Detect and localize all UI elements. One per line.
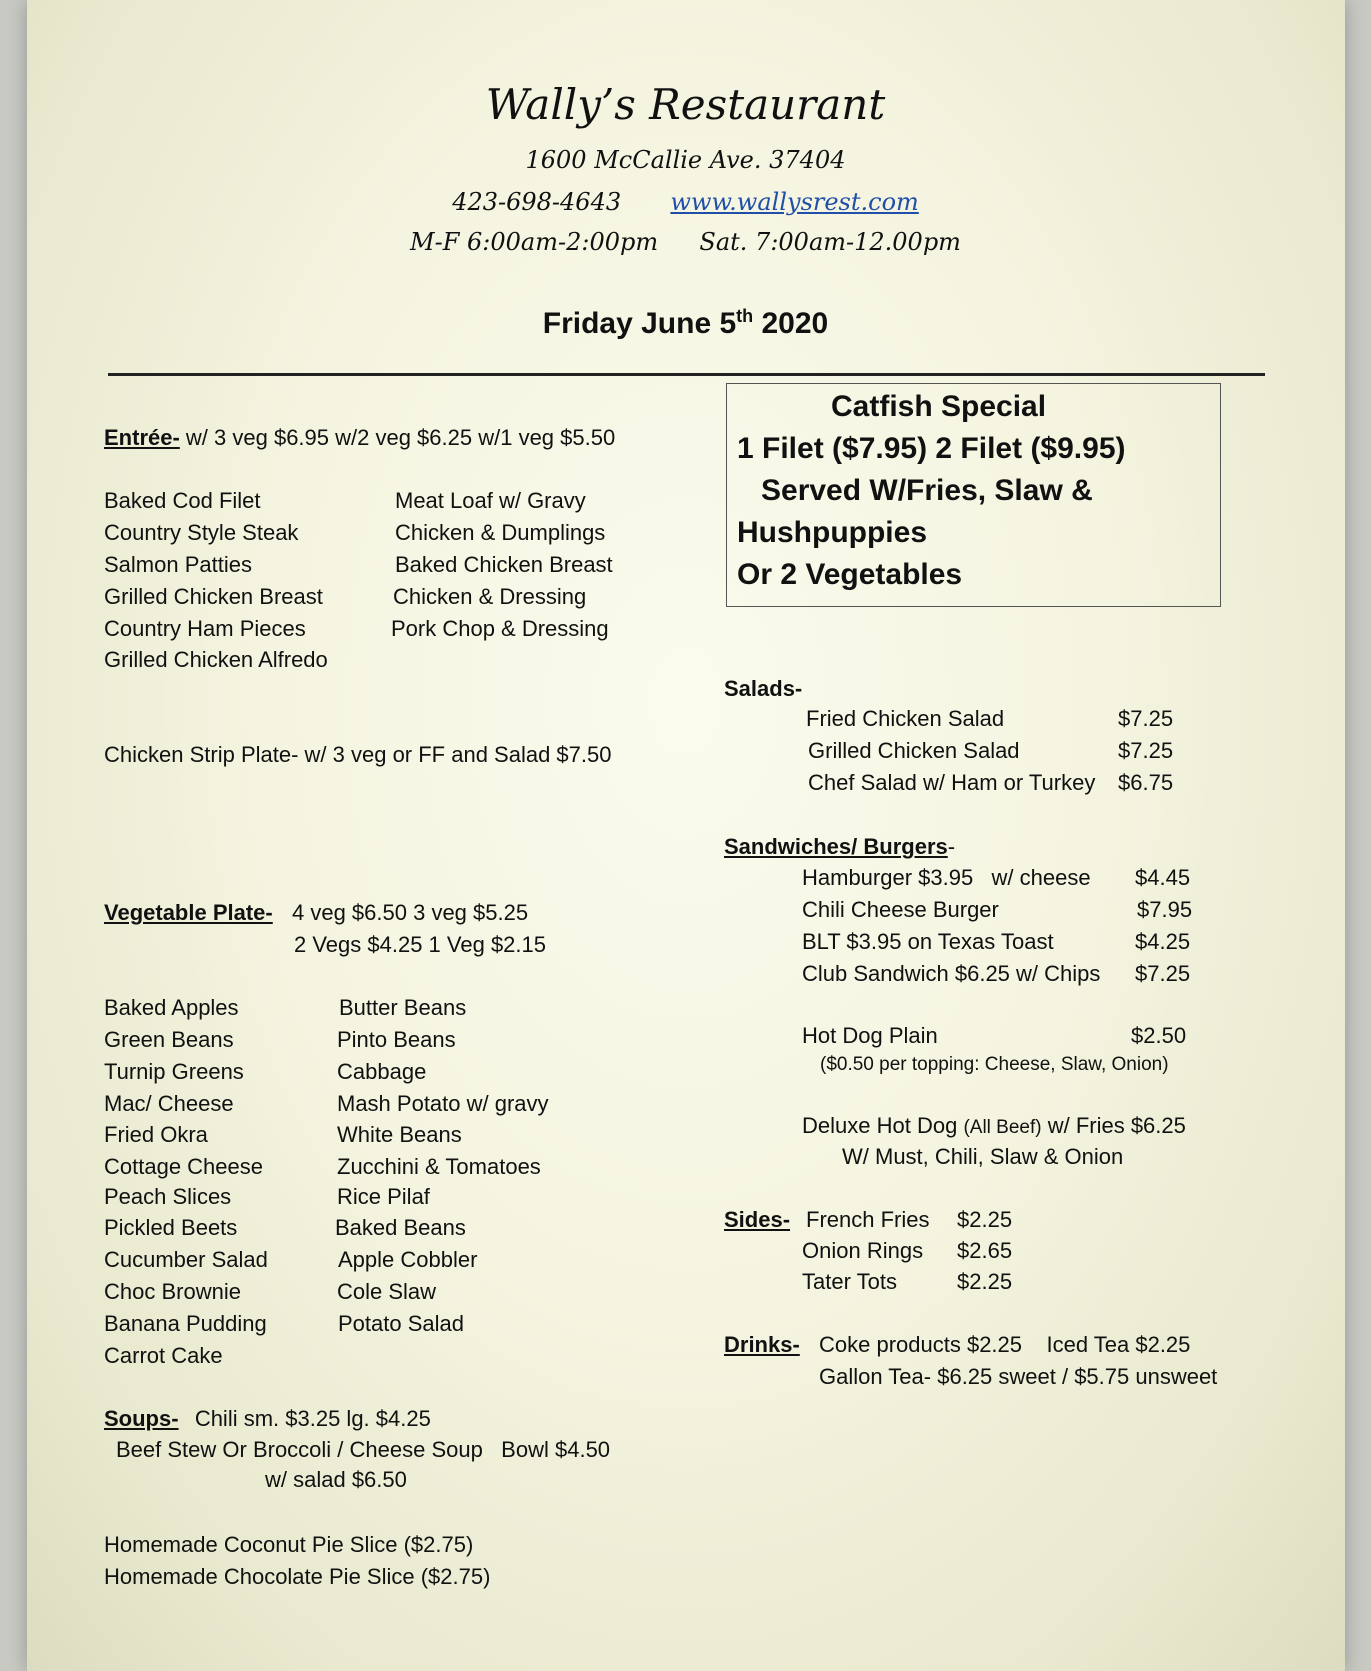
hours-weekday: M-F 6:00am-2:00pm (410, 228, 659, 256)
entree-header (104, 425, 615, 451)
vegetable-item: Pickled Beets (104, 1215, 238, 1240)
restaurant-name: Wally’s Restaurant (485, 80, 886, 129)
sandwich-price: $4.45 (1135, 865, 1191, 890)
salads-label: Salads- (724, 676, 803, 701)
side-item: Onion Rings (802, 1238, 924, 1263)
hotdog-plain: Hot Dog Plain (802, 1023, 938, 1048)
sandwich-item: Club Sandwich $6.25 w/ Chips (802, 961, 1101, 986)
soups-stew: Beef Stew Or Broccoli / Cheese Soup Bowl $4.50 (116, 1437, 611, 1462)
hotdog-topping-note: ($0.50 per topping: Cheese, Slaw, Onion) (820, 1054, 1169, 1075)
salad-item: Grilled Chicken Salad (808, 738, 1020, 763)
entree-item: Pork Chop & Dressing (391, 616, 609, 641)
salad-item: Chef Salad w/ Ham or Turkey (808, 770, 1096, 795)
soups-salad: w/ salad $6.50 (265, 1467, 407, 1492)
vegetable-item: Butter Beans (339, 995, 467, 1020)
salad-price: $6.75 (1118, 770, 1174, 795)
date-ordinal: th (736, 306, 754, 326)
chicken-strip-plate: Chicken Strip Plate- w/ 3 veg or FF and Salad $7.50 (104, 742, 612, 767)
catfish-special-box (726, 383, 1221, 607)
hours-saturday: Sat. 7:00am-12.00pm (699, 228, 961, 256)
vegetable-item: Cabbage (337, 1059, 427, 1084)
vegetable-plate-prices-2: 2 Vegs $4.25 1 Veg $2.15 (294, 932, 547, 957)
sandwich-item: BLT $3.95 on Texas Toast (802, 929, 1054, 954)
date-year: 2020 (761, 307, 829, 340)
sandwiches-dash: - (947, 834, 956, 859)
header-divider (108, 373, 1265, 376)
side-price: $2.25 (957, 1269, 1013, 1294)
vegetable-plate-label: Vegetable Plate- (104, 900, 273, 925)
vegetable-item: Green Beans (104, 1027, 234, 1052)
drinks-line1: Coke products $2.25 Iced Tea $2.25 (819, 1332, 1191, 1357)
date-day: Friday June 5 (542, 307, 737, 340)
contact-line (0, 188, 1371, 216)
sandwiches-label: Sandwiches/ Burgers (724, 834, 948, 859)
drinks-header (724, 1332, 800, 1358)
catfish-hushpuppies: Hushpuppies (737, 516, 928, 549)
catfish-title: Catfish Special (831, 390, 1047, 423)
website-link[interactable]: www.wallysrest.com (670, 188, 919, 216)
vegetable-item: Rice Pilaf (337, 1184, 430, 1209)
vegetable-item: Baked Beans (335, 1215, 466, 1240)
entree-item: Salmon Patties (104, 552, 252, 577)
salad-price: $7.25 (1118, 706, 1174, 731)
sandwich-price: $4.25 (1135, 929, 1191, 954)
entree-item: Grilled Chicken Breast (104, 584, 323, 609)
drinks-line2: Gallon Tea- $6.25 sweet / $5.75 unsweet (819, 1364, 1218, 1389)
salad-item: Fried Chicken Salad (806, 706, 1005, 731)
vegetable-plate-prices-1: 4 veg $6.50 3 veg $5.25 (292, 900, 529, 925)
pie-item: Homemade Coconut Pie Slice ($2.75) (104, 1532, 474, 1557)
entree-item: Country Style Steak (104, 520, 299, 545)
sandwich-item: Hamburger $3.95 w/ cheese (802, 865, 1091, 890)
vegetable-item: Cole Slaw (337, 1279, 437, 1304)
side-price: $2.65 (957, 1238, 1013, 1263)
vegetable-item: Mash Potato w/ gravy (337, 1091, 549, 1116)
side-price: $2.25 (957, 1207, 1013, 1232)
vegetable-item: White Beans (337, 1122, 462, 1147)
entree-item: Baked Chicken Breast (395, 552, 613, 577)
vegetable-item: Choc Brownie (104, 1279, 241, 1304)
vegetable-item: Zucchini & Tomatoes (337, 1154, 541, 1179)
entree-item: Chicken & Dumplings (395, 520, 606, 545)
catfish-prices: 1 Filet ($7.95) 2 Filet ($9.95) (737, 432, 1126, 465)
soups-label: Soups- (104, 1406, 179, 1431)
vegetable-item: Apple Cobbler (338, 1247, 478, 1272)
sandwich-item: Chili Cheese Burger (802, 897, 999, 922)
vegetable-item: Fried Okra (104, 1122, 208, 1147)
vegetable-item: Potato Salad (338, 1311, 464, 1336)
soups-chili: Chili sm. $3.25 lg. $4.25 (194, 1406, 431, 1431)
vegetable-item: Carrot Cake (104, 1343, 223, 1368)
vegetable-item: Cucumber Salad (104, 1247, 268, 1272)
deluxe-name: Deluxe Hot Dog (802, 1113, 958, 1138)
hours-line (0, 228, 1371, 256)
vegetable-item: Mac/ Cheese (104, 1091, 234, 1116)
entree-label: Entrée- (104, 425, 180, 450)
sides-label: Sides- (724, 1207, 791, 1232)
sandwiches-header (724, 834, 955, 860)
vegetable-item: Banana Pudding (104, 1311, 267, 1336)
vegetable-item: Baked Apples (104, 995, 239, 1020)
entree-item: Baked Cod Filet (104, 488, 261, 513)
vegetable-item: Turnip Greens (104, 1059, 244, 1084)
entree-prices: w/ 3 veg $6.95 w/2 veg $6.25 w/1 veg $5.50 (185, 425, 616, 450)
pie-item: Homemade Chocolate Pie Slice ($2.75) (104, 1564, 491, 1589)
sides-header (724, 1207, 790, 1233)
entree-item: Country Ham Pieces (104, 616, 306, 641)
sandwich-price: $7.95 (1137, 897, 1193, 922)
address: 1600 McCallie Ave. 37404 (525, 146, 846, 174)
hotdog-price: $2.50 (1131, 1023, 1187, 1048)
side-item: French Fries (806, 1207, 930, 1232)
salad-price: $7.25 (1118, 738, 1174, 763)
vegetable-item: Pinto Beans (337, 1027, 456, 1052)
phone: 423-698-4643 (452, 188, 622, 216)
catfish-vegetables: Or 2 Vegetables (737, 558, 963, 591)
vegetable-item: Cottage Cheese (104, 1154, 263, 1179)
vegetable-plate-header (104, 900, 273, 926)
sandwich-price: $7.25 (1135, 961, 1191, 986)
vegetable-item: Peach Slices (104, 1184, 232, 1209)
side-item: Tater Tots (802, 1269, 897, 1294)
drinks-label: Drinks- (724, 1332, 800, 1357)
deluxe-toppings: W/ Must, Chili, Slaw & Onion (842, 1144, 1124, 1169)
entree-item: Chicken & Dressing (393, 584, 587, 609)
entree-item: Grilled Chicken Alfredo (104, 647, 328, 672)
entree-item: Meat Loaf w/ Gravy (395, 488, 586, 513)
soups-header (104, 1406, 431, 1432)
deluxe-price: w/ Fries $6.25 (1047, 1113, 1186, 1138)
menu-date (0, 306, 1371, 341)
deluxe-hotdog (802, 1113, 1186, 1139)
catfish-served: Served W/Fries, Slaw & (761, 474, 1093, 507)
deluxe-all-beef: (All Beef) (963, 1117, 1042, 1138)
